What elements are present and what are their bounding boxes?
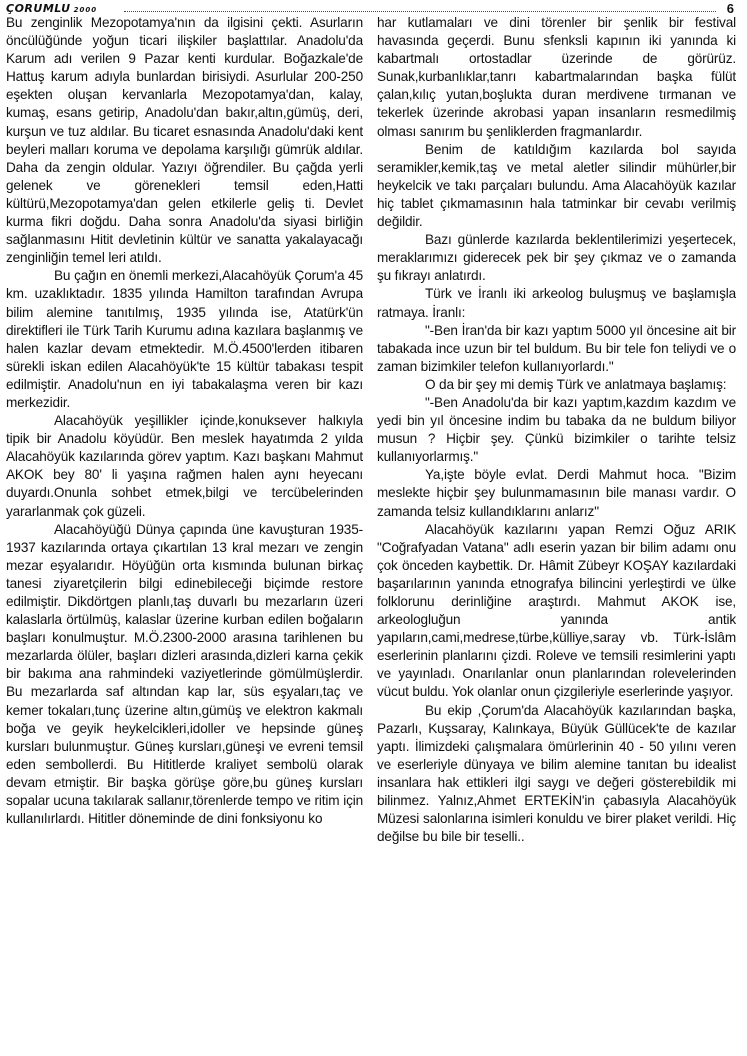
paragraph: Bazı günlerde kazılarda beklentilerimizi yeşertecek, meraklarımızı giderecek pek bir şey çıkmaz ve o zamanda şu fıkrayı anlatırdı. — [377, 232, 736, 284]
page-number: 6 — [726, 1, 734, 16]
paragraph: Bu ekip ,Çorum'da Alacahöyük kazılarından başka, Pazarlı, Kuşsaray, Kalınkaya, Büyük Güllücek'te de kazılar yaptı. İlimizdeki çalışmalara ömürlerinin 40 - 50 yılını veren ve eserleriyle dünyaya ve bilim alemine tanıtan bu idealist insanlara hak ettikleri ilgi saygı ve değeri gösterebildik mi bilinmez. Yalnız,Ahmet ERTEKİN'in çabasıyla Alacahöyük Müzesi salonlarına isimleri konuldu ve birer plaket verildi. Hiç değilse bu bile bir teselli.. — [377, 702, 736, 845]
paragraph: Alacahöyük kazılarını yapan Remzi Oğuz ARIK "Coğrafyadan Vatana" adlı eserin yazan bir bilim adamı onu çok önceden kaybettik. Dr. Hâmit Zübeyr KOŞAY kazılardaki başarılarının yanında etnografya bilincini yerleştirdi ve ülke folklorunu derinliğine araştırdı. Mahmut AKOK ise, arkeologluğun yanında antik yapıların,cami,medrese,türbe,külliye,saray vb. Türk-İslâm eserlerinin planlarını çizdi. Roleve ve temsili resimlerini yaptı ve yayınladı. Onarılanlar onun planlarından rolevelerinden vücut buldu. Yok olanlar onun çizgileriyle eserlerinde yaşıyor. — [377, 521, 736, 700]
paragraph: Benim de katıldığım kazılarda bol sayıda seramikler,kemik,taş ve metal aletler silindir mühürler,bir heykelcik ve takı parçaları bulundu. Ama Alacahöyük kazılar hiç tablet çıkmamasının hala tatminkar bir cevabı verilmiş değildir. — [377, 141, 736, 230]
paragraph: Bu zenginlik Mezopotamya'nın da ilgisini çekti. Asurların öncülüğünde yoğun ticari ilişkiler başlattılar. Anadolu'da Karum adı verilen 9 Pazar kenti kurdular. Boğazkale'de Hattuş karum adıyla bunlardan birisiydi. Asurlular 200-250 eşekten oluşan kervanlarla Mezopotamya'dan, kalay, kumaş, esans getirip, Anadolu'dan bakır,altın,gümüş, deri, kurşun ve tuz aldılar. Bu ticaret esnasında Anadolu'daki kent beyleri malları koruma ve depolama karşılığı gümrük aldılar. Daha da zengin oldular. Yazıyı öğrendiler. Bu çağda yerli gelenek ve görenekleri temsil eden,Hatti kültürü,Mezopotamya'dan gelen etkilerle geliş ti. Devlet kurma fikri doğdu. Daha sonra Anadolu'da siyasi birliğin sağlanmasını Hitit devletinin kültür ve sanatta yakalayacağı zenginliğin temel leri atıldı. — [6, 15, 363, 266]
paragraph: Alacahöyüğü Dünya çapında üne kavuşturan 1935-1937 kazılarında ortaya çıkartılan 13 kral mezarı ve zengin mezar eşyalarıdır. Höyüğün orta kısmında bulunan birkaç tanesi ziyaretçilerin bilgi edinebileceği biçimde restore edilmiştir. Dikdörtgen planlı,taş duvarlı bu mezarların üzeri kalaslarla örtülmüş, kalaslar üzerine kurban edilen boğaların başları konulmuştur. M.Ö.2300-2000 arasına tarihlenen bu mezarlarda ölüler, başları dizleri arasında,dizleri karna çekik bir bakıma ana rahmindeki vaziyetlerinde gömülmüşlerdir. Bu mezarlarda saf altından kap lar, süs eşyaları,taç ve kemer tokaları,tunç üzerine altın,gümüş ve elektron kakmalı boğa ve geyik heykelcikleri,idoller ve hepsinde güneş kursları bulunmuştur. Güneş kursları,güneşi ve evreni temsil eden sembollerdi. Bu Hititlerde kraliyet sembolü olarak devam etmiştir. Bir başka görüşe göre,bu güneş kursları sopalar ucuna takılarak sallanır,törenlerde tempo ve ritim için kullanılırlardı. Hititler döneminde de dini fonksiyonu ko — [6, 521, 363, 827]
paragraph: Ya,işte böyle evlat. Derdi Mahmut hoca. "Bizim meslekte hiçbir şey bulunmamasının bile manası vardır. O zamanda telsiz kullandıklarını anlarız" — [377, 467, 736, 519]
right-column — [377, 14, 736, 1050]
logo-text: ÇORUMLU — [6, 2, 71, 15]
header-dotted-rule — [124, 11, 716, 12]
paragraph: "-Ben İran'da bir kazı yaptım 5000 yıl öncesine ait bir tabakada ince uzun bir tel buldum. Bu bir tele fon teliydi ve o zaman bizimkiler telefon kullanıyorlardı." — [377, 322, 736, 374]
paragraph: Türk ve İranlı iki arkeolog buluşmuş ve başlamışla ratmaya. İranlı: — [377, 286, 736, 320]
paragraph: Bu çağın en önemli merkezi,Alacahöyük Çorum'a 45 km. uzaklıktadır. 1835 yılında Hamilton tarafından Avrupa bilim alemine tanıtılmış, 1935 yılında ise, Atatürk'ün direktifleri ile Türk Tarih Kurumu adına kazılara başlanmış ve halen kazlar devam etmektedir. M.Ö.4500'lerden itibaren sürekli iskan edilen Alacahöyük'te 15 kültür tabakası tespit edilmiştir. Anadolu'nun en iyi tabakalaşma veren bir kazı merkezidir. — [6, 268, 363, 410]
logo-year: 2000 — [73, 6, 98, 14]
paragraph: har kutlamaları ve dini törenler bir şenlik bir festival havasında geçerdi. Bunu sfenksli kapının iki yanında ki kabartmalı ortostadlar üzerinde de görürüz. Sunak,kurbanlıklar,tanrı kabartmalarından başka fülüt çalan,kılıç yutan,boşlukta duran merdivene tırmanan ve tekerlek üzerinde akrobasi yapan insanların resmedilmiş olması sanırım bu şenliklerden fragmanlardır. — [377, 15, 736, 139]
paragraph: "-Ben Anadolu'da bir kazı yaptım,kazdım kazdım ve yedi bin yıl öncesine indim bu tabaka da ne buldum biliyor musun ? Hiçbir şey. Çünkü bizimkiler o tarihte telsiz kullanıyorlarmış." — [377, 394, 736, 465]
paragraph: Alacahöyük yeşillikler içinde,konuksever halkıyla tipik bir Anadolu köyüdür. Ben meslek hayatımda 2 yılda Alacahöyük kazılarında görev yaptım. Kazı başkanı Mahmut AKOK bey 80' li yaşına rağmen halen aynı heyecanı duyardı.Onunla sohbet etmek,bilgi ve tercübelerinden yararlanmak çok güzeli. — [6, 413, 363, 519]
paragraph: O da bir şey mi demiş Türk ve anlatmaya başlamış: — [425, 376, 727, 392]
left-column — [6, 14, 363, 1050]
